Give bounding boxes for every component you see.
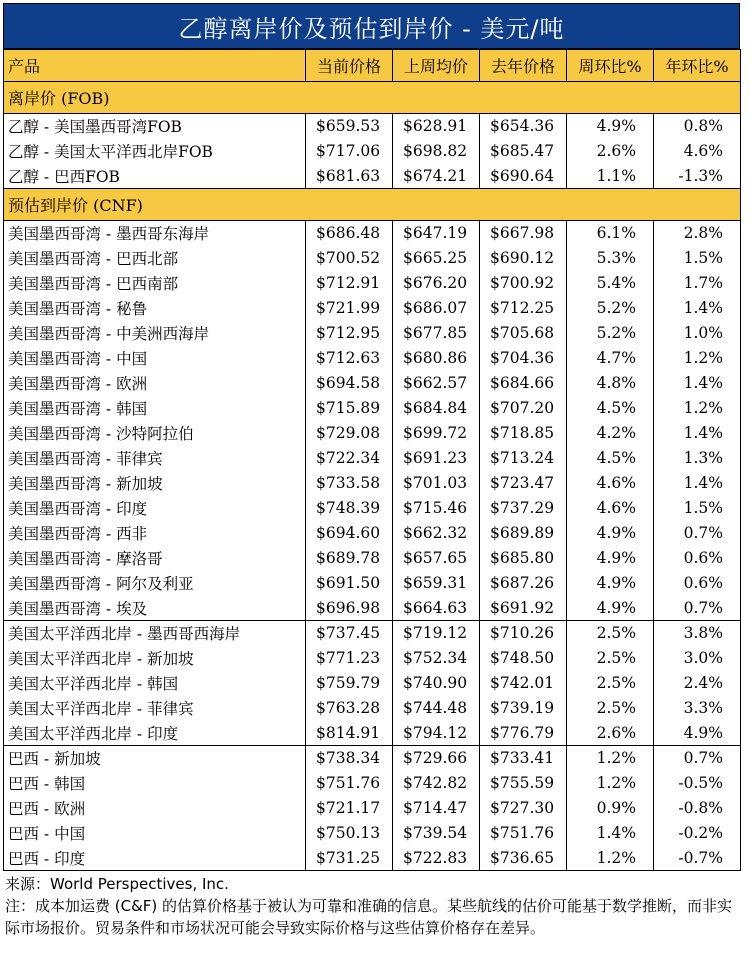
price-cell: $710.26 bbox=[480, 621, 567, 646]
pct-value: 1.4% bbox=[683, 374, 723, 392]
pct-value: 0.6% bbox=[683, 574, 723, 592]
table-row bbox=[4, 546, 741, 571]
price-cell: $739.19 bbox=[480, 696, 567, 721]
column-header: 上周均价 bbox=[393, 50, 480, 82]
column-header: 产品 bbox=[4, 50, 306, 82]
price-cell: $737.29 bbox=[480, 496, 567, 521]
price-cell: $744.48 bbox=[393, 696, 480, 721]
section-label: 预估到岸价 (CNF) bbox=[4, 189, 741, 221]
price-cell: $662.32 bbox=[393, 521, 480, 546]
price-cell: $814.91 bbox=[306, 721, 393, 746]
table-row bbox=[4, 396, 741, 421]
table-row bbox=[4, 821, 741, 846]
pct-value: 2.4% bbox=[683, 674, 723, 692]
price-cell: $689.78 bbox=[306, 546, 393, 571]
price-cell: $657.65 bbox=[393, 546, 480, 571]
table-row bbox=[4, 646, 741, 671]
pct-value: 1.4% bbox=[596, 824, 636, 842]
price-cell: $776.79 bbox=[480, 721, 567, 746]
route-label: 巴西 - 欧洲 bbox=[4, 796, 306, 821]
table-cell bbox=[567, 596, 654, 621]
price-cell: $676.20 bbox=[393, 271, 480, 296]
price-cell: $763.28 bbox=[306, 696, 393, 721]
price-cell: $685.80 bbox=[480, 546, 567, 571]
price-cell: $647.19 bbox=[393, 221, 480, 246]
table-cell bbox=[567, 246, 654, 271]
column-header: 周环比% bbox=[567, 50, 654, 82]
route-label: 美国墨西哥湾 - 沙特阿拉伯 bbox=[4, 421, 306, 446]
table-cell bbox=[654, 621, 741, 646]
route-label: 美国墨西哥湾 - 秘鲁 bbox=[4, 296, 306, 321]
route-label: 美国墨西哥湾 - 中美洲西海岸 bbox=[4, 321, 306, 346]
table-cell bbox=[567, 571, 654, 596]
table-cell bbox=[567, 371, 654, 396]
price-cell: $755.59 bbox=[480, 771, 567, 796]
price-report bbox=[3, 3, 740, 939]
pct-value: 0.7% bbox=[683, 524, 723, 542]
table-cell bbox=[567, 446, 654, 471]
price-cell: $694.60 bbox=[306, 521, 393, 546]
price-cell: $748.50 bbox=[480, 646, 567, 671]
price-cell: $700.52 bbox=[306, 246, 393, 271]
table-cell bbox=[654, 771, 741, 796]
route-label: 美国墨西哥湾 - 菲律宾 bbox=[4, 446, 306, 471]
table-cell bbox=[654, 139, 741, 164]
price-cell: $687.26 bbox=[480, 571, 567, 596]
table-row bbox=[4, 471, 741, 496]
table-cell bbox=[567, 671, 654, 696]
pct-value: 0.7% bbox=[683, 749, 723, 768]
table-cell bbox=[654, 646, 741, 671]
pct-value: 0.7% bbox=[683, 598, 723, 617]
price-cell: $665.25 bbox=[393, 246, 480, 271]
table-row bbox=[4, 746, 741, 771]
pct-value: 6.1% bbox=[596, 224, 636, 243]
table-cell bbox=[567, 496, 654, 521]
price-cell: $733.41 bbox=[480, 746, 567, 771]
pct-value: 4.9% bbox=[596, 549, 636, 567]
price-cell: $659.53 bbox=[306, 114, 393, 139]
pct-value: 4.9% bbox=[596, 598, 636, 617]
route-label: 巴西 - 新加坡 bbox=[4, 746, 306, 771]
table-cell bbox=[654, 446, 741, 471]
pct-value: 1.4% bbox=[683, 299, 723, 317]
price-cell: $723.47 bbox=[480, 471, 567, 496]
pct-value: 5.4% bbox=[596, 274, 636, 292]
route-label: 巴西 - 韩国 bbox=[4, 771, 306, 796]
table-row bbox=[4, 114, 741, 139]
pct-value: 0.8% bbox=[683, 117, 723, 136]
pct-value: 0.6% bbox=[683, 549, 723, 567]
pct-value: 1.2% bbox=[596, 749, 636, 768]
table-row bbox=[4, 621, 741, 646]
table-cell bbox=[654, 721, 741, 746]
pct-value: 4.6% bbox=[683, 142, 723, 160]
table-cell bbox=[567, 696, 654, 721]
price-cell: $717.06 bbox=[306, 139, 393, 164]
table-cell bbox=[567, 546, 654, 571]
price-cell: $659.31 bbox=[393, 571, 480, 596]
pct-value: 1.2% bbox=[683, 349, 723, 367]
price-cell: $701.03 bbox=[393, 471, 480, 496]
price-cell: $731.25 bbox=[306, 846, 393, 871]
price-cell: $698.82 bbox=[393, 139, 480, 164]
footer-source: 来源：World Perspectives, Inc. bbox=[5, 875, 229, 893]
route-label: 美国太平洋西北岸 - 新加坡 bbox=[4, 646, 306, 671]
route-label: 美国墨西哥湾 - 中国 bbox=[4, 346, 306, 371]
route-label: 美国太平洋西北岸 - 墨西哥西海岸 bbox=[4, 621, 306, 646]
pct-value: 1.7% bbox=[683, 274, 723, 292]
price-cell: $713.24 bbox=[480, 446, 567, 471]
pct-value: -0.7% bbox=[678, 848, 723, 867]
table-cell bbox=[654, 296, 741, 321]
price-cell: $721.99 bbox=[306, 296, 393, 321]
price-cell: $714.47 bbox=[393, 796, 480, 821]
price-cell: $718.85 bbox=[480, 421, 567, 446]
price-cell: $704.36 bbox=[480, 346, 567, 371]
table-cell bbox=[654, 246, 741, 271]
price-cell: $667.98 bbox=[480, 221, 567, 246]
price-cell: $722.83 bbox=[393, 846, 480, 871]
table-row bbox=[4, 271, 741, 296]
footer-note: 注：成本加运费 (C&F) 的估算价格基于被认为可靠和准确的信息。某些航线的估价可能基于数学推断，而非实际市场报价。贸易条件和市场状况可能会导致实际价格与这些估算价格存在差异。 bbox=[5, 897, 733, 937]
table-row bbox=[4, 796, 741, 821]
table-row bbox=[4, 164, 741, 189]
table-row bbox=[4, 496, 741, 521]
route-label: 乙醇 - 美国墨西哥湾FOB bbox=[4, 114, 306, 139]
price-cell: $742.82 bbox=[393, 771, 480, 796]
price-cell: $685.47 bbox=[480, 139, 567, 164]
pct-value: 4.6% bbox=[596, 474, 636, 492]
price-cell: $736.65 bbox=[480, 846, 567, 871]
table-cell bbox=[567, 346, 654, 371]
section-row bbox=[4, 82, 741, 114]
table-cell bbox=[654, 164, 741, 189]
pct-value: 4.8% bbox=[596, 374, 636, 392]
table-row bbox=[4, 296, 741, 321]
route-label: 美国墨西哥湾 - 墨西哥东海岸 bbox=[4, 221, 306, 246]
price-cell: $696.98 bbox=[306, 596, 393, 621]
table-cell bbox=[654, 321, 741, 346]
pct-value: 2.5% bbox=[596, 649, 636, 667]
price-cell: $771.23 bbox=[306, 646, 393, 671]
table-row bbox=[4, 346, 741, 371]
price-cell: $684.66 bbox=[480, 371, 567, 396]
price-cell: $664.63 bbox=[393, 596, 480, 621]
price-table-body bbox=[4, 50, 741, 871]
price-cell: $686.07 bbox=[393, 296, 480, 321]
table-row bbox=[4, 221, 741, 246]
pct-value: 1.1% bbox=[596, 166, 636, 185]
pct-value: 0.9% bbox=[596, 799, 636, 817]
price-cell: $681.63 bbox=[306, 164, 393, 189]
pct-value: 5.3% bbox=[596, 249, 636, 267]
price-cell: $712.63 bbox=[306, 346, 393, 371]
pct-value: 2.5% bbox=[596, 699, 636, 717]
table-row bbox=[4, 521, 741, 546]
footer bbox=[3, 873, 740, 939]
route-label: 巴西 - 中国 bbox=[4, 821, 306, 846]
table-row bbox=[4, 771, 741, 796]
price-cell: $712.91 bbox=[306, 271, 393, 296]
price-cell: $748.39 bbox=[306, 496, 393, 521]
table-cell bbox=[567, 646, 654, 671]
route-label: 美国太平洋西北岸 - 菲律宾 bbox=[4, 696, 306, 721]
table-cell bbox=[567, 796, 654, 821]
table-cell bbox=[654, 221, 741, 246]
route-label: 美国墨西哥湾 - 新加坡 bbox=[4, 471, 306, 496]
pct-value: -0.2% bbox=[678, 824, 723, 842]
pct-value: 2.8% bbox=[683, 224, 723, 243]
route-label: 美国墨西哥湾 - 西非 bbox=[4, 521, 306, 546]
table-cell bbox=[654, 421, 741, 446]
table-cell bbox=[567, 771, 654, 796]
pct-value: 2.6% bbox=[596, 142, 636, 160]
price-cell: $751.76 bbox=[306, 771, 393, 796]
pct-value: 4.9% bbox=[596, 117, 636, 136]
price-cell: $722.34 bbox=[306, 446, 393, 471]
table-row bbox=[4, 321, 741, 346]
table-cell bbox=[567, 471, 654, 496]
price-cell: $739.54 bbox=[393, 821, 480, 846]
table-cell bbox=[654, 696, 741, 721]
table-cell bbox=[654, 796, 741, 821]
price-cell: $737.45 bbox=[306, 621, 393, 646]
price-cell: $727.30 bbox=[480, 796, 567, 821]
price-cell: $662.57 bbox=[393, 371, 480, 396]
pct-value: 1.4% bbox=[683, 474, 723, 492]
pct-value: 4.5% bbox=[596, 399, 636, 417]
price-cell: $750.13 bbox=[306, 821, 393, 846]
price-cell: $712.95 bbox=[306, 321, 393, 346]
table-cell bbox=[567, 821, 654, 846]
table-cell bbox=[567, 139, 654, 164]
price-cell: $700.92 bbox=[480, 271, 567, 296]
pct-value: 2.6% bbox=[596, 723, 636, 742]
price-cell: $680.86 bbox=[393, 346, 480, 371]
route-label: 美国太平洋西北岸 - 韩国 bbox=[4, 671, 306, 696]
route-label: 美国墨西哥湾 - 埃及 bbox=[4, 596, 306, 621]
price-cell: $742.01 bbox=[480, 671, 567, 696]
route-label: 美国墨西哥湾 - 摩洛哥 bbox=[4, 546, 306, 571]
pct-value: 4.9% bbox=[683, 723, 723, 742]
price-table bbox=[3, 49, 741, 871]
price-cell: $759.79 bbox=[306, 671, 393, 696]
pct-value: 4.6% bbox=[596, 499, 636, 517]
table-cell bbox=[654, 371, 741, 396]
pct-value: -0.8% bbox=[678, 799, 723, 817]
table-row bbox=[4, 246, 741, 271]
table-cell bbox=[567, 396, 654, 421]
pct-value: 2.5% bbox=[596, 624, 636, 643]
table-row bbox=[4, 139, 741, 164]
column-header: 当前价格 bbox=[306, 50, 393, 82]
price-cell: $689.89 bbox=[480, 521, 567, 546]
price-cell: $715.89 bbox=[306, 396, 393, 421]
header-row bbox=[4, 50, 741, 82]
table-row bbox=[4, 446, 741, 471]
price-cell: $751.76 bbox=[480, 821, 567, 846]
table-cell bbox=[654, 496, 741, 521]
table-cell bbox=[654, 521, 741, 546]
pct-value: 4.7% bbox=[596, 349, 636, 367]
section-label: 离岸价 (FOB) bbox=[4, 82, 741, 114]
table-cell bbox=[567, 421, 654, 446]
table-row bbox=[4, 596, 741, 621]
pct-value: 3.8% bbox=[683, 624, 723, 643]
route-label: 美国太平洋西北岸 - 印度 bbox=[4, 721, 306, 746]
table-row bbox=[4, 846, 741, 871]
column-header: 去年价格 bbox=[480, 50, 567, 82]
pct-value: 2.5% bbox=[596, 674, 636, 692]
price-cell: $694.58 bbox=[306, 371, 393, 396]
route-label: 美国墨西哥湾 - 印度 bbox=[4, 496, 306, 521]
pct-value: 1.2% bbox=[596, 848, 636, 867]
pct-value: 1.2% bbox=[596, 774, 636, 792]
pct-value: 4.2% bbox=[596, 424, 636, 442]
price-cell: $752.34 bbox=[393, 646, 480, 671]
price-cell: $740.90 bbox=[393, 671, 480, 696]
table-cell bbox=[654, 746, 741, 771]
price-cell: $677.85 bbox=[393, 321, 480, 346]
table-cell bbox=[654, 571, 741, 596]
price-cell: $684.84 bbox=[393, 396, 480, 421]
report-title: 乙醇离岸价及预估到岸价 - 美元/吨 bbox=[3, 3, 740, 49]
table-cell bbox=[654, 346, 741, 371]
table-cell bbox=[654, 271, 741, 296]
pct-value: 1.2% bbox=[683, 399, 723, 417]
price-cell: $690.12 bbox=[480, 246, 567, 271]
table-cell bbox=[654, 846, 741, 871]
table-cell bbox=[567, 746, 654, 771]
table-cell bbox=[567, 521, 654, 546]
table-row bbox=[4, 371, 741, 396]
table-cell bbox=[567, 271, 654, 296]
pct-value: 5.2% bbox=[596, 299, 636, 317]
table-cell bbox=[654, 546, 741, 571]
pct-value: 4.9% bbox=[596, 524, 636, 542]
table-cell bbox=[567, 114, 654, 139]
table-cell bbox=[654, 596, 741, 621]
table-cell bbox=[654, 671, 741, 696]
table-cell bbox=[654, 471, 741, 496]
section-row bbox=[4, 189, 741, 221]
route-label: 美国墨西哥湾 - 阿尔及利亚 bbox=[4, 571, 306, 596]
price-cell: $721.17 bbox=[306, 796, 393, 821]
price-cell: $712.25 bbox=[480, 296, 567, 321]
price-cell: $699.72 bbox=[393, 421, 480, 446]
column-header: 年环比% bbox=[654, 50, 741, 82]
price-cell: $691.50 bbox=[306, 571, 393, 596]
route-label: 美国墨西哥湾 - 韩国 bbox=[4, 396, 306, 421]
pct-value: -0.5% bbox=[678, 774, 723, 792]
route-label: 乙醇 - 巴西FOB bbox=[4, 164, 306, 189]
table-row bbox=[4, 421, 741, 446]
price-cell: $654.36 bbox=[480, 114, 567, 139]
table-row bbox=[4, 696, 741, 721]
table-cell bbox=[654, 396, 741, 421]
table-row bbox=[4, 721, 741, 746]
pct-value: -1.3% bbox=[678, 166, 723, 185]
table-row bbox=[4, 671, 741, 696]
table-cell bbox=[567, 296, 654, 321]
pct-value: 3.3% bbox=[683, 699, 723, 717]
price-cell: $628.91 bbox=[393, 114, 480, 139]
price-cell: $738.34 bbox=[306, 746, 393, 771]
table-cell bbox=[654, 821, 741, 846]
price-cell: $707.20 bbox=[480, 396, 567, 421]
pct-value: 1.5% bbox=[683, 249, 723, 267]
pct-value: 1.0% bbox=[683, 324, 723, 342]
table-row bbox=[4, 571, 741, 596]
price-cell: $691.23 bbox=[393, 446, 480, 471]
price-cell: $719.12 bbox=[393, 621, 480, 646]
pct-value: 1.4% bbox=[683, 424, 723, 442]
pct-value: 1.5% bbox=[683, 499, 723, 517]
pct-value: 4.9% bbox=[596, 574, 636, 592]
price-cell: $690.64 bbox=[480, 164, 567, 189]
price-cell: $794.12 bbox=[393, 721, 480, 746]
route-label: 巴西 - 印度 bbox=[4, 846, 306, 871]
table-cell bbox=[567, 321, 654, 346]
price-cell: $733.58 bbox=[306, 471, 393, 496]
price-cell: $686.48 bbox=[306, 221, 393, 246]
price-cell: $729.08 bbox=[306, 421, 393, 446]
pct-value: 5.2% bbox=[596, 324, 636, 342]
table-cell bbox=[567, 621, 654, 646]
route-label: 美国墨西哥湾 - 欧洲 bbox=[4, 371, 306, 396]
pct-value: 4.5% bbox=[596, 449, 636, 467]
route-label: 乙醇 - 美国太平洋西北岸FOB bbox=[4, 139, 306, 164]
table-cell bbox=[567, 221, 654, 246]
table-cell bbox=[567, 721, 654, 746]
price-cell: $674.21 bbox=[393, 164, 480, 189]
price-cell: $729.66 bbox=[393, 746, 480, 771]
route-label: 美国墨西哥湾 - 巴西南部 bbox=[4, 271, 306, 296]
table-cell bbox=[567, 846, 654, 871]
price-cell: $715.46 bbox=[393, 496, 480, 521]
pct-value: 3.0% bbox=[683, 649, 723, 667]
route-label: 美国墨西哥湾 - 巴西北部 bbox=[4, 246, 306, 271]
price-cell: $705.68 bbox=[480, 321, 567, 346]
price-cell: $691.92 bbox=[480, 596, 567, 621]
pct-value: 1.3% bbox=[683, 449, 723, 467]
table-cell bbox=[654, 114, 741, 139]
table-cell bbox=[567, 164, 654, 189]
